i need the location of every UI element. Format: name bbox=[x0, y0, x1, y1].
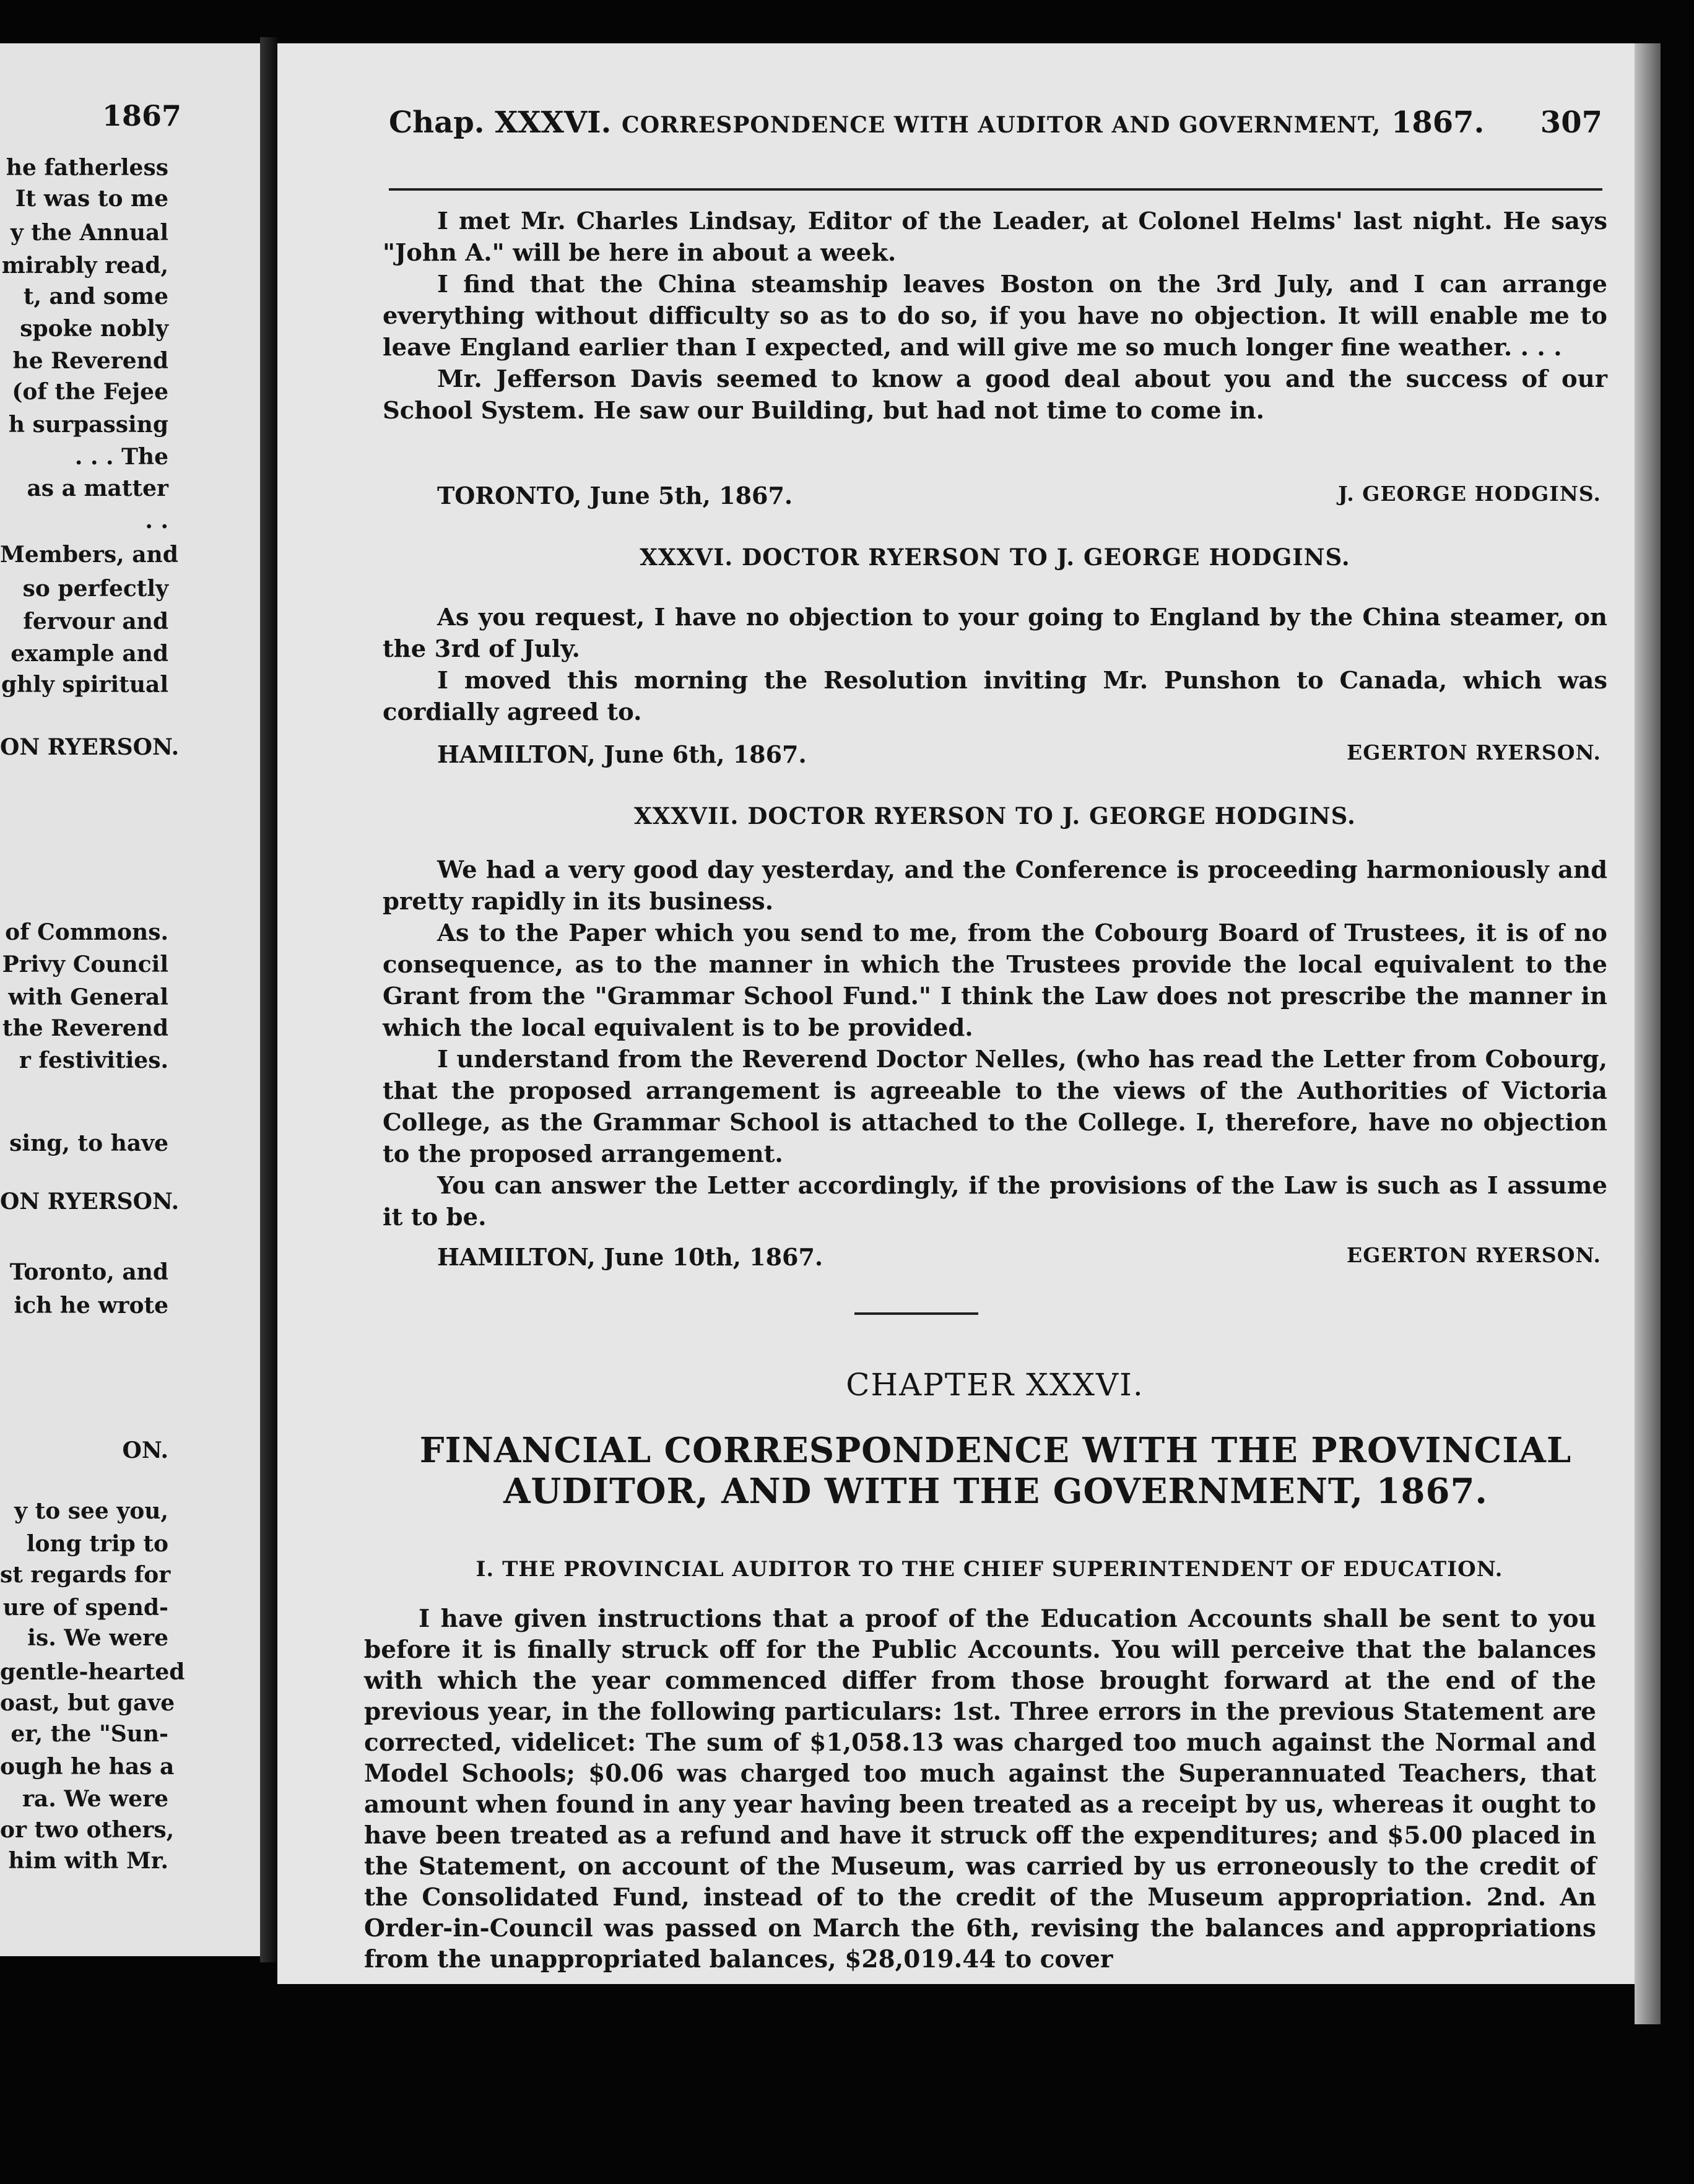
letter-heading: I. THE PROVINCIAL AUDITOR TO THE CHIEF SUPERINTENDENT OF EDUCATION. bbox=[476, 1557, 1503, 1582]
letter-heading: XXXVI. DOCTOR RYERSON TO J. GEORGE HODGINS. bbox=[640, 544, 1350, 571]
left-page-line: him with Mr. bbox=[8, 1848, 168, 1874]
left-page-line: so perfectly bbox=[22, 576, 168, 602]
left-page-header: 1867 bbox=[102, 99, 182, 132]
header-year: 1867. bbox=[1391, 105, 1485, 140]
left-page-line: is. We were bbox=[27, 1625, 168, 1651]
left-page-line: or two others, bbox=[0, 1817, 175, 1843]
right-page bbox=[277, 43, 1651, 1984]
left-page-line: It was to me bbox=[15, 186, 168, 212]
left-page-line: . . . The bbox=[74, 444, 168, 470]
paragraph: I have given instructions that a proof of the Education Accounts shall be sent to you before it is finally struck off for the Public Accounts. You will perceive that the balances with which the year commenced differ from those brought forward at the end of the previous year, in the following particulars: 1st. Three errors in the previous Statement are corrected, videlicet: The sum of $1,058.13 was charged too much against the Normal and Model Schools; $0.06 was charged too much against the Superannuated Teachers, that amount when found in any year having been treated as a receipt by us, whereas it ought to have been treated as a refund and have it struck off the expenditures; and $5.00 placed in the Statement, on account of the Museum, was carried by us erroneously to the credit of the Consolidated Fund, instead of to the credit of the Museum appropriation. 2nd. An Order-in-Council was passed on March the 6th, revising the balances and appropriations from the unappropriated balances, $28,019.44 to cover bbox=[364, 1605, 1596, 1974]
left-page-line: he fatherless bbox=[6, 155, 168, 181]
chapter-body bbox=[364, 1603, 1596, 1975]
left-page-line: ghly spiritual bbox=[1, 672, 168, 698]
book-gutter bbox=[260, 37, 277, 1962]
letter-intro-signoff bbox=[437, 482, 1601, 514]
left-page-line: with General bbox=[8, 984, 168, 1010]
left-page-line: fervour and bbox=[23, 609, 168, 635]
header-rule bbox=[389, 188, 1602, 191]
left-page-line: Privy Council bbox=[2, 951, 168, 977]
left-page-line: . . bbox=[145, 508, 168, 534]
letter-intro-body bbox=[383, 206, 1607, 427]
paragraph: I moved this morning the Resolution inviting Mr. Punshon to Canada, which was cordially agreed to. bbox=[383, 667, 1607, 726]
paragraph: I find that the China steamship leaves Boston on the 3rd July, and I can arrange everything without difficulty so as to do so, if you have no objection. It will enable me to leave England earlier than I expected, and will give me so much longer fine weather. . . . bbox=[383, 271, 1607, 362]
left-page-line: t, and some bbox=[23, 284, 168, 310]
paragraph: As you request, I have no objection to your going to England by the China steamer, on the 3rd of July. bbox=[383, 604, 1607, 663]
left-page-line: ure of spend- bbox=[2, 1595, 168, 1621]
paragraph: You can answer the Letter accordingly, if the provisions of the Law is such as I assume it to be. bbox=[383, 1172, 1607, 1231]
header-chapter: Chap. XXXVI. bbox=[389, 105, 612, 140]
page-edge bbox=[1635, 43, 1661, 2024]
running-header bbox=[389, 105, 1602, 140]
left-page-line: spoke nobly bbox=[20, 316, 168, 342]
left-page-line: er, the "Sun- bbox=[11, 1721, 168, 1747]
letter-xxxvii-signoff bbox=[437, 1243, 1601, 1275]
signature: J. GEORGE HODGINS. bbox=[1338, 482, 1601, 506]
left-page-line: ra. We were bbox=[22, 1786, 168, 1812]
left-page-line: h surpassing bbox=[8, 412, 168, 438]
left-page-line: ich he wrote bbox=[14, 1293, 168, 1319]
left-page-line: he Reverend bbox=[12, 348, 168, 374]
section-separator bbox=[854, 1312, 978, 1315]
left-page-line: ON RYERSON. bbox=[0, 1189, 180, 1215]
letter-xxxvi-body bbox=[383, 602, 1607, 728]
left-page-line: as a matter bbox=[27, 475, 168, 501]
paragraph: I met Mr. Charles Lindsay, Editor of the Leader, at Colonel Helms' last night. He says "John A." will be here in about a week. bbox=[383, 207, 1607, 267]
paragraph: As to the Paper which you send to me, from the Cobourg Board of Trustees, it is of no consequence, as to the manner in which the Trustees provide the local equivalent to the Grant from the "Grammar School Fund." I think the Law does not prescribe the manner in which the local equivalent is to be provided. bbox=[383, 919, 1607, 1042]
left-page-line: Toronto, and bbox=[9, 1259, 168, 1285]
chapter-number: CHAPTER XXXVI. bbox=[846, 1367, 1144, 1403]
paragraph: I understand from the Reverend Doctor Nelles, (who has read the Letter from Cobourg, that the proposed arrangement is agreeable to the views of the Authorities of Victoria College, as the Grammar School is attached to the College. I, therefore, have no objection to the proposed arrangement. bbox=[383, 1046, 1607, 1168]
left-page-line: y the Annual bbox=[10, 220, 168, 246]
left-page-line: ough he has a bbox=[0, 1754, 175, 1780]
signature: EGERTON RYERSON. bbox=[1347, 740, 1601, 765]
left-page-line: example and bbox=[11, 641, 168, 667]
left-page-line: long trip to bbox=[26, 1531, 168, 1557]
left-page-line: gentle-hearted bbox=[0, 1659, 185, 1685]
paragraph: We had a very good day yesterday, and the Conference is proceeding harmoniously and pretty rapidly in its business. bbox=[383, 856, 1607, 916]
left-page-line: mirably read, bbox=[1, 253, 168, 279]
paragraph: Mr. Jefferson Davis seemed to know a good deal about you and the success of our School System. He saw our Building, but had not time to come in. bbox=[383, 365, 1607, 425]
header-title: CORRESPONDENCE WITH AUDITOR AND GOVERNMENT, bbox=[622, 112, 1381, 138]
letter-xxxvi-signoff bbox=[437, 740, 1601, 773]
left-page-line: r festivities. bbox=[19, 1047, 168, 1073]
letter-heading: XXXVII. DOCTOR RYERSON TO J. GEORGE HODGINS. bbox=[634, 802, 1356, 830]
signature: EGERTON RYERSON. bbox=[1347, 1243, 1601, 1267]
left-page-line: Members, and bbox=[0, 542, 178, 568]
page-number: 307 bbox=[1540, 105, 1602, 140]
letter-xxxvii-body bbox=[383, 854, 1607, 1233]
place-date: HAMILTON, June 6th, 1867. bbox=[437, 740, 807, 768]
left-page-line: (of the Fejee bbox=[12, 379, 168, 405]
left-page-line: ON. bbox=[122, 1437, 168, 1463]
place-date: TORONTO, June 5th, 1867. bbox=[437, 482, 793, 509]
left-page-line: sing, to have bbox=[9, 1130, 168, 1156]
left-page-line: st regards for bbox=[0, 1562, 171, 1588]
left-page-fragment bbox=[0, 43, 260, 1956]
left-page-line: oast, but gave bbox=[0, 1690, 175, 1716]
chapter-title: FINANCIAL CORRESPONDENCE WITH THE PROVINCIAL AUDITOR, AND WITH THE GOVERNMENT, 1867. bbox=[419, 1430, 1572, 1512]
left-page-line: ON RYERSON. bbox=[0, 734, 180, 760]
place-date: HAMILTON, June 10th, 1867. bbox=[437, 1243, 823, 1271]
left-page-line: of Commons. bbox=[5, 919, 168, 945]
left-page-line: the Reverend bbox=[2, 1015, 168, 1041]
left-page-line: y to see you, bbox=[14, 1498, 168, 1524]
